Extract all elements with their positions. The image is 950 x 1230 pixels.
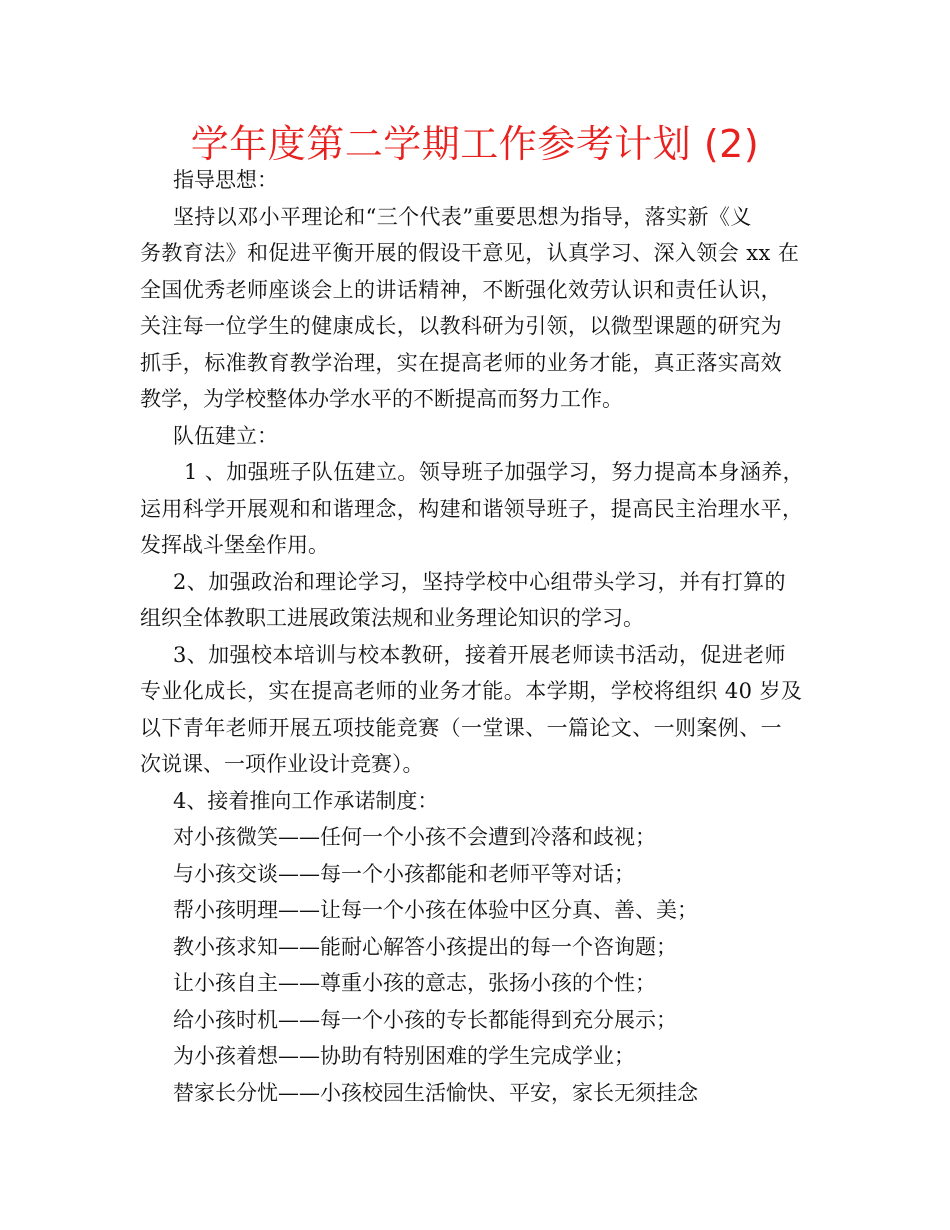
list-item-line: 1 、加强班子队伍建立。领导班子加强学习，努力提高本身涵养， (184, 460, 805, 484)
commitment-line: 给小孩时机——每一个小孩的专长都能得到充分展示； (173, 1007, 677, 1032)
commitment-line: 为小孩着想——协助有特别困难的学生完成学业； (173, 1044, 635, 1068)
commitment-line: 替家长分忧——小孩校园生活愉快、平安，家长无须挂念 (173, 1080, 698, 1105)
list-item-line: 4、接着推向工作承诺制度： (173, 788, 439, 813)
section-heading-team-building: 队伍建立： (173, 423, 278, 448)
paragraph-line: 教学，为学校整体办学水平的不断提高而努力工作。 (140, 387, 623, 411)
commitment-line: 对小孩微笑——任何一个小孩不会遭到冷落和歧视； (173, 825, 656, 849)
paragraph-line: 全国优秀老师座谈会上的讲话精神，不断强化效劳认识和责任认识， (140, 277, 782, 302)
commitment-line: 让小孩自主——尊重小孩的意志，张扬小孩的个性； (173, 971, 656, 995)
document-title: 学年度第二学期工作参考计划 (2) (190, 122, 760, 166)
commitment-line: 帮小孩明理——让每一个小孩在体验中区分真、善、美； (173, 898, 698, 922)
list-item-line: 专业化成长，实在提高老师的业务才能。本学期，学校将组织 40 岁及 (140, 679, 803, 703)
commitment-line: 教小孩求知——能耐心解答小孩提出的每一个咨询题； (173, 934, 677, 959)
paragraph-line: 坚持以邓小平理论和“三个代表”重要思想为指导，落实新《义 (173, 204, 752, 229)
list-item-line: 组织全体教职工进展政策法规和业务理论知识的学习。 (140, 606, 644, 630)
paragraph-line: 务教育法》和促进平衡开展的假设干意见，认真学习、深入领会 xx 在 (140, 241, 800, 265)
document-body (140, 162, 816, 1111)
list-item-line: 运用科学开展观和和谐理念，构建和谐领导班子，提高民主治理水平， (140, 496, 804, 521)
list-item-line: 3、加强校本培训与校本教研，接着开展老师读书活动，促进老师 (173, 642, 786, 667)
list-item-line: 2、加强政治和理论学习，坚持学校中心组带头学习，并有打算的 (173, 569, 786, 594)
list-item-line: 发挥战斗堡垒作用。 (140, 533, 329, 557)
section-heading-guiding-thought: 指导思想： (173, 168, 278, 192)
commitment-line: 与小孩交谈——每一个小孩都能和老师平等对话； (173, 861, 635, 886)
paragraph-line: 关注每一位学生的健康成长，以教科研为引领，以微型课题的研究为 (140, 314, 782, 338)
list-item-line: 次说课、一项作业设计竞赛）。 (140, 752, 424, 776)
list-item-line: 以下青年老师开展五项技能竞赛（一堂课、一篇论文、一则案例、一 (140, 715, 782, 740)
paragraph-line: 抓手，标准教育教学治理，实在提高老师的业务才能，真正落实高效 (140, 350, 782, 375)
